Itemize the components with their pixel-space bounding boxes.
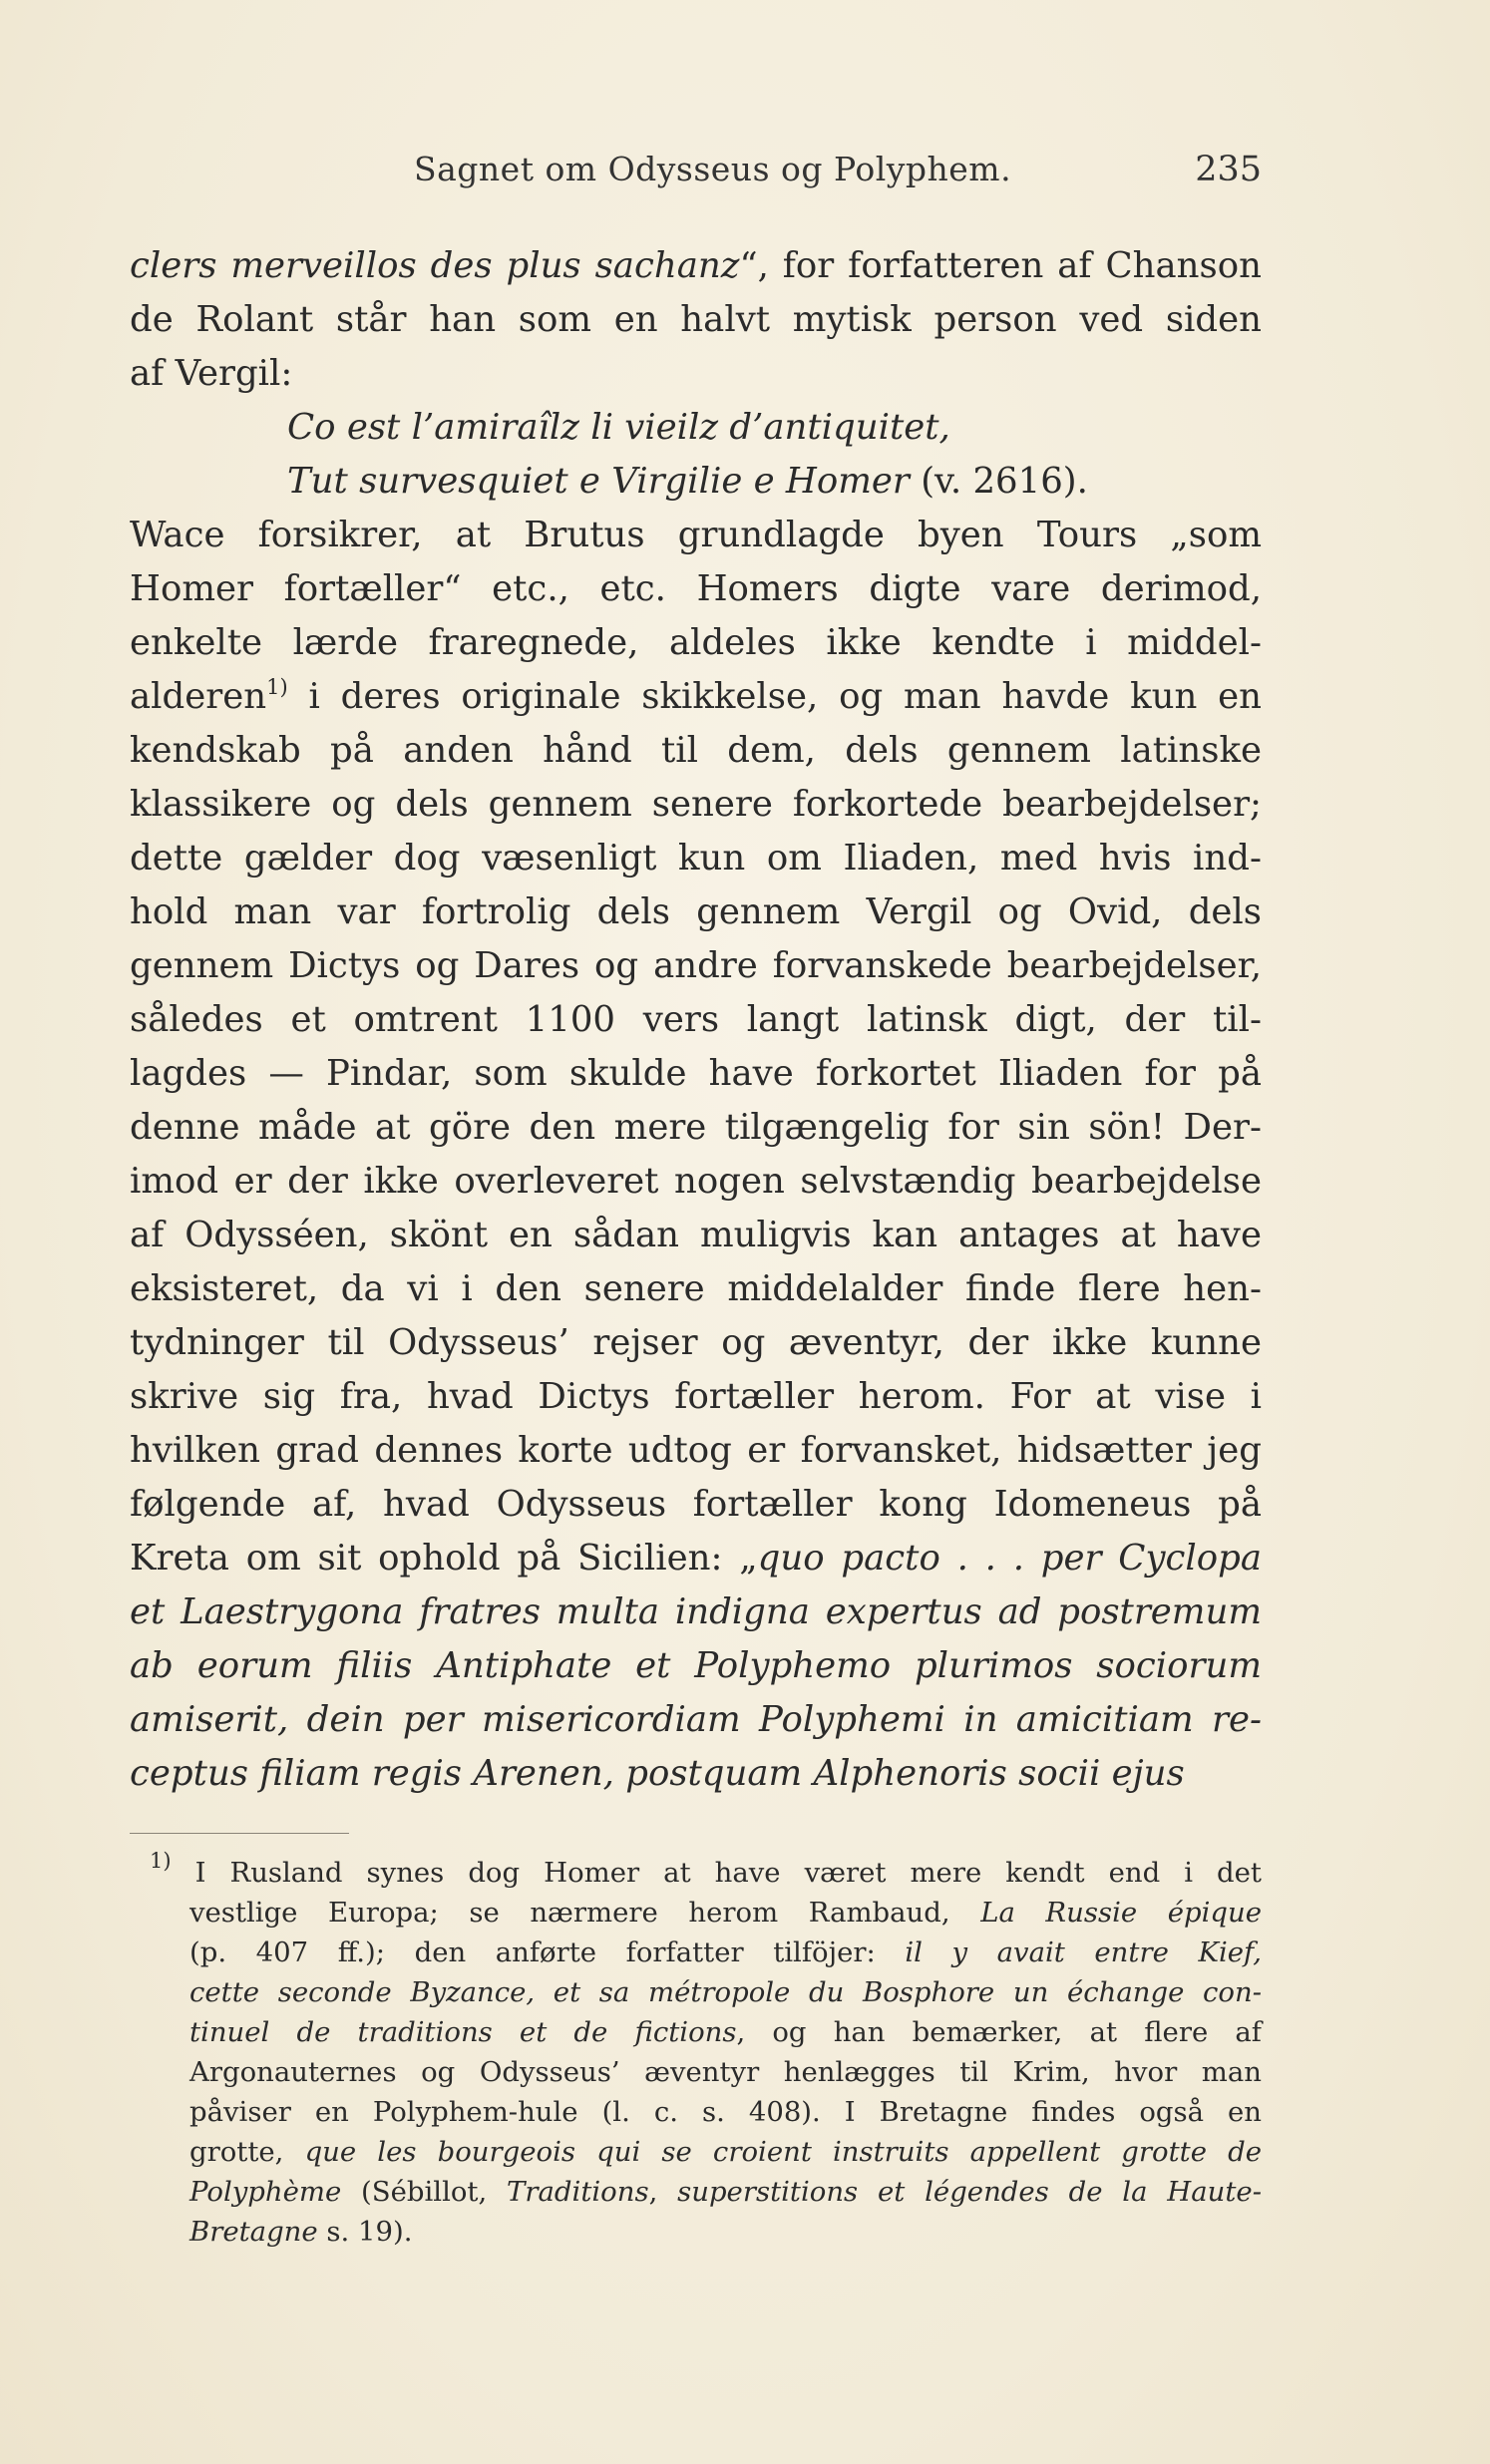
italic-text: quo pacto . . . per Cyclopa [757, 1538, 1262, 1579]
text-line [130, 1639, 1262, 1693]
text-run: (v. 2616). [909, 461, 1088, 502]
text-run: gennem Dictys og Dares og andre forvanskede bearbejdelser, [130, 945, 1262, 986]
text-line [130, 1693, 1262, 1747]
text-run: alderen [130, 676, 267, 717]
text-line [130, 562, 1262, 616]
italic-text: Traditions [507, 2176, 649, 2208]
text-run: hold man var fortrolig dels gennem Vergil og Ovid, dels [130, 891, 1262, 932]
text-run: dette gælder dog væsenligt kun om Iliaden, med hvis ind- [130, 838, 1262, 879]
text-run: således et omtrent 1100 vers langt latinsk digt, der til- [130, 999, 1262, 1040]
text-line [130, 1478, 1262, 1532]
text-line [130, 1532, 1262, 1585]
text-line [130, 509, 1262, 562]
text-line [130, 778, 1262, 832]
text-run: eksisteret, da vi i den senere middelalder finde flere hen- [130, 1268, 1262, 1309]
text-line [130, 401, 1262, 455]
text-line [130, 293, 1262, 347]
text-line [130, 993, 1262, 1047]
text-line [130, 455, 1262, 509]
text-run: enkelte lærde fraregnede, aldeles ikke kendte i middel- [130, 622, 1262, 663]
text-run: denne måde at göre den mere tilgængelig for sin sön! Der- [130, 1107, 1262, 1148]
text-run: imod er der ikke overleveret nogen selvstændig bearbejdelse [130, 1161, 1262, 1202]
text-line [130, 1316, 1262, 1370]
page-header [130, 150, 1262, 193]
footnote-marker: 1) [150, 1849, 172, 1873]
text-line [130, 347, 1262, 401]
italic-text: superstitions et légendes de la Haute- [677, 2176, 1262, 2208]
text-run: , [648, 2176, 678, 2208]
footnote-rule [130, 1833, 349, 1834]
text-line [130, 239, 1262, 293]
text-run: de Rolant står han som en halvt mytisk person ved siden [130, 299, 1262, 340]
text-run: grotte, [189, 2136, 305, 2168]
text-run: Homer fortæller“ etc., etc. Homers digte vare derimod, [130, 568, 1262, 609]
italic-text: tinuel de traditions et de fictions [189, 2016, 737, 2048]
footnote-line [150, 2212, 1262, 2252]
footnote-line [150, 2092, 1262, 2132]
text-run: hvilken grad dennes korte udtog er forvansket, hidsætter jeg [130, 1430, 1262, 1471]
text-line [130, 616, 1262, 670]
text-run: følgende af, hvad Odysseus fortæller kong Idomeneus på [130, 1484, 1262, 1525]
text-line [130, 885, 1262, 939]
text-line [130, 1262, 1262, 1316]
italic-text: il y avait entre Kief, [905, 1936, 1262, 1968]
page-number: 235 [1195, 150, 1262, 189]
text-run: I Rusland synes dog Homer at have været mere kendt end i det [171, 1857, 1262, 1889]
text-run: Wace forsikrer, at Brutus grundlagde byen Tours „som [130, 515, 1262, 555]
footnote-line [150, 2052, 1262, 2092]
footnote-line [150, 1849, 1262, 1893]
text-run: tydninger til Odysseus’ rejser og æventyr, der ikke kunne [130, 1322, 1262, 1363]
text-line [130, 1585, 1262, 1639]
text-line [130, 1155, 1262, 1209]
text-run: påviser en Polyphem-hule (l. c. s. 408). I Bretagne findes også en [189, 2096, 1262, 2128]
italic-text: et Laestrygona fratres multa indigna expertus ad postremum [130, 1591, 1262, 1632]
footnote-line [150, 1893, 1262, 1933]
italic-text: ab eorum filiis Antiphate et Polyphemo plurimos sociorum [130, 1645, 1262, 1686]
text-run: lagdes — Pindar, som skulde have forkortet Iliaden for på [130, 1053, 1262, 1094]
running-title: Sagnet om Odysseus og Polyphem. [414, 150, 1012, 188]
italic-text: Bretagne [189, 2216, 318, 2248]
main-text [130, 239, 1262, 1801]
text-run: Argonauternes og Odysseus’ æventyr henlægges til Krim, hvor man [189, 2056, 1262, 2088]
italic-text: Co est l’amiraîlz li vieilz d’antiquitet, [287, 407, 950, 448]
text-line [130, 832, 1262, 885]
text-line [130, 1209, 1262, 1262]
italic-text: clers merveillos des plus sachanz [130, 245, 740, 286]
text-run: af Vergil: [130, 353, 293, 394]
italic-text: Tut survesquiet e Virgilie e Homer [287, 461, 910, 502]
text-run: skrive sig fra, hvad Dictys fortæller herom. For at vise i [130, 1376, 1262, 1417]
text-run: vestlige Europa; se nærmere herom Rambaud, [189, 1897, 981, 1929]
text-line [130, 939, 1262, 993]
footnote-line [150, 1972, 1262, 2012]
italic-text: cette seconde Byzance, et sa métropole du Bosphore un échange con- [189, 1976, 1262, 2008]
text-line [130, 1101, 1262, 1155]
text-run: klassikere og dels gennem senere forkortede bearbejdelser; [130, 784, 1262, 825]
footnote-marker: 1) [266, 675, 288, 699]
italic-text: que les bourgeois qui se croient instruits appellent grotte de [304, 2136, 1262, 2168]
italic-text: ceptus filiam regis Arenen, postquam Alphenoris socii ejus [130, 1753, 1185, 1794]
text-run: af Odysséen, skönt en sådan muligvis kan antages at have [130, 1215, 1262, 1255]
footnote-line [150, 2132, 1262, 2172]
text-run: (p. 407 ff.); den anførte forfatter tilföjer: [189, 1936, 906, 1968]
footnote-line [150, 2012, 1262, 2052]
text-line [130, 1370, 1262, 1424]
text-run: i deres originale skikkelse, og man havde kun en [287, 676, 1262, 717]
text-line [130, 724, 1262, 778]
text-line [130, 1424, 1262, 1478]
italic-text: Polyphème [189, 2176, 342, 2208]
footnote-line [150, 1933, 1262, 1972]
text-run: , og han bemærker, at flere af [736, 2016, 1262, 2048]
text-run: “, for forfatteren af Chanson [739, 245, 1262, 286]
italic-text: La Russie épique [980, 1897, 1262, 1929]
text-run: kendskab på anden hånd til dem, dels gennem latinske [130, 730, 1262, 771]
text-line [130, 1747, 1262, 1801]
text-run: (Sébillot, [341, 2176, 508, 2208]
italic-text: amiserit, dein per misericordiam Polyphemi in amicitiam re- [130, 1699, 1262, 1740]
text-run: Kreta om sit ophold på Sicilien: „ [130, 1538, 758, 1579]
text-run: s. 19). [317, 2216, 413, 2248]
text-line [130, 1047, 1262, 1101]
footnotes [150, 1849, 1262, 2252]
text-line [130, 670, 1262, 724]
footnote-line [150, 2172, 1262, 2212]
